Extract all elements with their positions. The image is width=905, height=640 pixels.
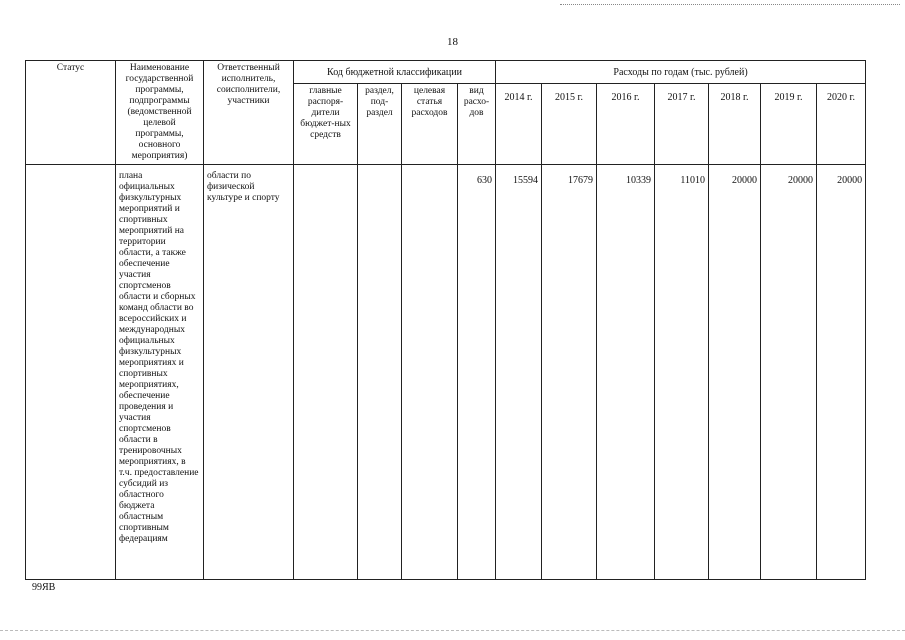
cell-value: 20000 [817,165,866,580]
header-csr: целевая статья расходов [402,84,458,165]
header-budget-code: Код бюджетной классификации [294,61,496,84]
cell-rz-pr [358,165,402,580]
header-row-1 [26,61,866,84]
cell-grbs [294,165,358,580]
header-responsible: Ответственный исполнитель, соисполнители, участники [204,61,294,165]
header-year: 2014 г. [496,84,542,165]
footer-code: 99ЯВ [32,582,56,593]
cell-value: 20000 [709,165,761,580]
header-name: Наименование государственной программы, подпрограммы (ведомственной целевой программы, основного мероприятия) [116,61,204,165]
cell-status [26,165,116,580]
cell-value: 15594 [496,165,542,580]
table-row [26,165,866,580]
header-year: 2019 г. [761,84,817,165]
header-year: 2015 г. [542,84,597,165]
cell-value: 11010 [655,165,709,580]
cell-value: 17679 [542,165,597,580]
header-expenses: Расходы по годам (тыс. рублей) [496,61,866,84]
budget-table [25,60,866,580]
header-year: 2020 г. [817,84,866,165]
header-status: Статус [26,61,116,165]
header-year: 2016 г. [597,84,655,165]
page-number: 18 [447,36,458,48]
cell-value: 20000 [761,165,817,580]
header-vr: вид расхо-дов [458,84,496,165]
cell-responsible: области по физической культуре и спорту [204,165,294,580]
header-grbs: главные распоря-дители бюджет-ных средств [294,84,358,165]
scan-artifact-bottom [0,630,905,631]
header-year: 2018 г. [709,84,761,165]
cell-vr: 630 [458,165,496,580]
cell-value: 10339 [597,165,655,580]
cell-name: плана официальных физкультурных мероприятий и спортивных мероприятий на территории области, а также обеспечение участия спортсменов области и сборных команд области во всероссийских и международных официальных физкультурных мероприятиях и спортивных мероприятиях, обеспечение проведения и участия спортсменов области в тренировочных мероприятиях, в т.ч. предоставление субсидий из областного бюджета областным спортивным федерациям [116,165,204,580]
cell-csr [402,165,458,580]
header-rz-pr: раздел, под-раздел [358,84,402,165]
scan-artifact-top [560,4,900,5]
header-year: 2017 г. [655,84,709,165]
